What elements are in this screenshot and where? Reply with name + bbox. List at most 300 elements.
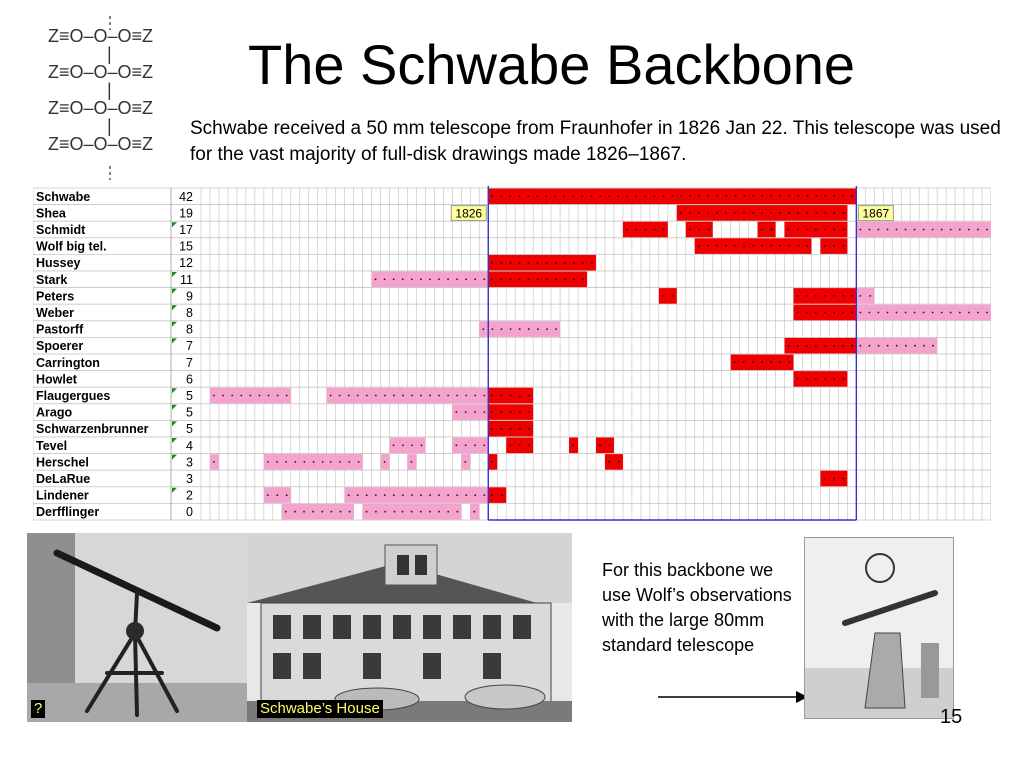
cell-dot <box>330 511 332 513</box>
cell-dot <box>680 212 682 214</box>
cell-dot <box>537 328 539 330</box>
observer-count: 2 <box>186 488 193 503</box>
coverage-span <box>758 222 776 238</box>
cell-dot <box>519 328 521 330</box>
cell-dot <box>707 195 709 197</box>
observer-count: 4 <box>186 438 193 453</box>
cell-dot <box>833 229 835 231</box>
coverage-span <box>282 504 354 520</box>
cell-dot <box>420 494 422 496</box>
cell-dot <box>528 428 530 430</box>
cell-dot <box>941 312 943 314</box>
cell-dot <box>573 278 575 280</box>
cell-dot <box>501 411 503 413</box>
observer-count: 7 <box>186 339 193 354</box>
cell-dot <box>465 444 467 446</box>
cell-dot <box>725 195 727 197</box>
cell-dot <box>473 511 475 513</box>
coverage-span <box>605 454 623 470</box>
observer-name: Schwabe <box>36 189 91 204</box>
cell-dot <box>734 245 736 247</box>
cell-dot <box>564 262 566 264</box>
coverage-span <box>452 438 488 454</box>
cell-dot <box>698 195 700 197</box>
cell-dot <box>905 229 907 231</box>
cell-dot <box>815 345 817 347</box>
coverage-span <box>390 438 426 454</box>
observer-count: 5 <box>186 405 193 420</box>
cell-dot <box>582 278 584 280</box>
cell-dot <box>537 278 539 280</box>
cell-dot <box>833 378 835 380</box>
end-marker-label: 1867 <box>862 206 890 221</box>
cell-dot <box>411 461 413 463</box>
cell-dot <box>842 312 844 314</box>
cell-dot <box>815 212 817 214</box>
cell-dot <box>456 494 458 496</box>
schwabe-house-photo <box>247 533 572 722</box>
cell-dot <box>779 361 781 363</box>
cell-dot <box>429 494 431 496</box>
cell-dot <box>268 395 270 397</box>
cell-dot <box>555 278 557 280</box>
cell-dot <box>797 212 799 214</box>
coverage-span <box>659 288 677 304</box>
cell-dot <box>905 345 907 347</box>
observer-count: 3 <box>186 472 193 486</box>
cell-dot <box>456 511 458 513</box>
cell-dot <box>743 195 745 197</box>
cell-dot <box>896 312 898 314</box>
cell-dot <box>294 461 296 463</box>
cell-dot <box>411 511 413 513</box>
cell-dot <box>761 361 763 363</box>
cell-dot <box>626 195 628 197</box>
cell-dot <box>474 278 476 280</box>
cell-dot <box>859 295 861 297</box>
structure-bond: | <box>107 80 112 100</box>
cell-dot <box>554 195 556 197</box>
cell-dot <box>716 195 718 197</box>
cell-dot <box>528 411 530 413</box>
cell-dot <box>545 195 547 197</box>
cell-dot <box>536 195 538 197</box>
cell-dot <box>591 262 593 264</box>
observer-count: 0 <box>186 505 193 520</box>
cell-dot <box>213 461 215 463</box>
cell-dot <box>322 461 324 463</box>
observer-count: 8 <box>186 306 193 320</box>
cell-dot <box>896 229 898 231</box>
cell-dot <box>483 444 485 446</box>
standard-telescope-photo <box>804 537 954 719</box>
cell-dot <box>519 395 521 397</box>
cell-dot <box>474 395 476 397</box>
cell-dot <box>402 278 404 280</box>
cell-dot <box>438 511 440 513</box>
cell-dot <box>788 195 790 197</box>
cell-dot <box>672 295 674 297</box>
cell-dot <box>734 195 736 197</box>
cell-dot <box>465 494 467 496</box>
cell-dot <box>366 395 368 397</box>
cell-dot <box>231 395 233 397</box>
observer-name: DeLaRue <box>36 472 91 486</box>
cell-dot <box>348 395 350 397</box>
cell-dot <box>447 278 449 280</box>
observer-count: 5 <box>186 389 193 403</box>
cell-dot <box>421 444 423 446</box>
cell-dot <box>411 444 413 446</box>
cell-dot <box>357 494 359 496</box>
cell-dot <box>923 345 925 347</box>
observer-name: Lindener <box>36 488 89 503</box>
cell-dot <box>518 195 520 197</box>
cell-dot <box>788 212 790 214</box>
cell-dot <box>914 229 916 231</box>
cell-dot <box>276 494 278 496</box>
cell-dot <box>806 295 808 297</box>
cell-dot <box>546 328 548 330</box>
cell-dot <box>609 444 611 446</box>
cell-dot <box>402 494 404 496</box>
cell-dot <box>878 312 880 314</box>
cell-dot <box>617 195 619 197</box>
cell-dot <box>438 278 440 280</box>
cell-dot <box>286 494 288 496</box>
cell-dot <box>420 511 422 513</box>
cell-dot <box>411 494 413 496</box>
cell-dot <box>491 428 493 430</box>
cell-dot <box>366 494 368 496</box>
cell-dot <box>923 229 925 231</box>
cell-dot <box>671 195 673 197</box>
cell-dot <box>599 444 601 446</box>
cell-dot <box>348 461 350 463</box>
cell-dot <box>824 195 826 197</box>
cell-dot <box>797 312 799 314</box>
cell-dot <box>330 461 332 463</box>
observer-count: 5 <box>186 422 193 437</box>
cell-dot <box>528 395 530 397</box>
cell-dot <box>833 345 835 347</box>
cell-dot <box>959 312 961 314</box>
cell-dot <box>249 395 251 397</box>
cell-dot <box>833 212 835 214</box>
cell-dot <box>519 444 521 446</box>
cell-dot <box>447 395 449 397</box>
cell-dot <box>465 278 467 280</box>
cell-dot <box>510 411 512 413</box>
start-marker-label: 1826 <box>455 206 483 221</box>
cell-dot <box>375 395 377 397</box>
cell-dot <box>797 378 799 380</box>
cell-dot <box>456 395 458 397</box>
cell-dot <box>815 229 817 231</box>
cell-dot <box>349 511 351 513</box>
cell-dot <box>869 345 871 347</box>
observer-name: Hussey <box>36 256 81 271</box>
structure-row: Z≡O–O–O≡Z <box>48 26 154 46</box>
structure-row: Z≡O–O–O≡Z <box>48 62 154 82</box>
cell-dot <box>501 328 503 330</box>
cell-dot <box>708 229 710 231</box>
structure-row: Z≡O–O–O≡Z <box>48 98 154 118</box>
cell-dot <box>429 278 431 280</box>
cell-dot <box>455 411 457 413</box>
coverage-span <box>488 255 596 271</box>
cell-dot <box>932 229 934 231</box>
cell-dot <box>528 444 530 446</box>
cell-dot <box>752 212 754 214</box>
cell-dot <box>509 195 511 197</box>
cell-dot <box>240 395 242 397</box>
cell-dot <box>743 361 745 363</box>
observer-name: Peters <box>36 289 75 304</box>
cell-dot <box>833 312 835 314</box>
cell-dot <box>806 312 808 314</box>
photo-caption-question: ? <box>31 700 45 718</box>
structure-bond: | <box>107 116 112 136</box>
cell-dot <box>608 461 610 463</box>
cell-dot <box>950 229 952 231</box>
cell-dot <box>510 278 512 280</box>
cell-dot <box>519 278 521 280</box>
arrow-icon <box>658 690 808 704</box>
cell-dot <box>429 511 431 513</box>
cell-dot <box>815 295 817 297</box>
cell-dot <box>501 428 503 430</box>
coverage-span <box>794 371 848 387</box>
cell-dot <box>510 428 512 430</box>
cell-dot <box>572 195 574 197</box>
slide-title: The Schwabe Backbone <box>248 33 856 96</box>
cell-dot <box>339 461 341 463</box>
cell-dot <box>770 361 772 363</box>
cell-dot <box>716 212 718 214</box>
cell-dot <box>662 195 664 197</box>
cell-dot <box>779 245 781 247</box>
observer-count: 11 <box>180 272 193 287</box>
cell-dot <box>573 262 575 264</box>
observer-coverage-chart <box>33 186 991 521</box>
cell-dot <box>500 278 502 280</box>
cell-dot <box>923 312 925 314</box>
cell-dot <box>815 378 817 380</box>
cell-dot <box>294 511 296 513</box>
cell-dot <box>868 229 870 231</box>
cell-dot <box>321 511 323 513</box>
cell-dot <box>455 444 457 446</box>
cell-dot <box>464 461 466 463</box>
cell-dot <box>743 245 745 247</box>
cell-dot <box>815 312 817 314</box>
observer-count: 6 <box>186 372 193 387</box>
cell-dot <box>348 494 350 496</box>
cell-dot <box>491 278 493 280</box>
cell-dot <box>267 461 269 463</box>
cell-dot <box>833 295 835 297</box>
observer-name: Derfflinger <box>36 505 100 520</box>
observer-count: 7 <box>186 355 193 370</box>
cell-dot <box>491 195 493 197</box>
cell-dot <box>663 229 665 231</box>
cell-dot <box>644 229 646 231</box>
cell-dot <box>393 395 395 397</box>
backbone-note: For this backbone we use Wolf’s observations with the large 80mm standard telescope <box>602 560 792 655</box>
observer-count: 17 <box>179 223 193 237</box>
cell-dot <box>528 278 530 280</box>
cell-dot <box>716 245 718 247</box>
cell-dot <box>779 212 781 214</box>
cell-dot <box>887 345 889 347</box>
cell-dot <box>725 245 727 247</box>
telescope-photo <box>27 533 247 722</box>
cell-dot <box>662 295 664 297</box>
observer-count: 42 <box>179 189 193 204</box>
cell-dot <box>842 345 844 347</box>
observer-name: Flaugergues <box>36 389 111 403</box>
cell-dot <box>887 229 889 231</box>
cell-dot <box>528 328 530 330</box>
cell-dot <box>986 229 988 231</box>
cell-dot <box>500 195 502 197</box>
cell-dot <box>824 345 826 347</box>
observer-name: Weber <box>36 306 74 320</box>
chemical-structure-icon <box>48 16 172 180</box>
cell-dot <box>491 494 493 496</box>
cell-dot <box>501 494 503 496</box>
cell-dot <box>402 395 404 397</box>
cell-dot <box>312 511 314 513</box>
cell-dot <box>689 212 691 214</box>
cell-dot <box>797 195 799 197</box>
cell-dot <box>474 494 476 496</box>
observer-name: Tevel <box>36 438 68 453</box>
cell-dot <box>806 378 808 380</box>
cell-dot <box>555 262 557 264</box>
observer-name: Pastorff <box>36 322 84 337</box>
cell-dot <box>914 312 916 314</box>
cell-dot <box>833 195 835 197</box>
cell-dot <box>914 345 916 347</box>
cell-dot <box>878 229 880 231</box>
observer-name: Spoerer <box>36 339 84 354</box>
cell-dot <box>393 444 395 446</box>
cell-dot <box>482 328 484 330</box>
cell-dot <box>689 229 691 231</box>
observer-name: Wolf big tel. <box>36 239 107 254</box>
cell-dot <box>411 278 413 280</box>
cell-dot <box>789 361 791 363</box>
cell-dot <box>842 212 844 214</box>
cell-dot <box>375 494 377 496</box>
cell-dot <box>509 444 511 446</box>
cell-dot <box>932 345 934 347</box>
cell-dot <box>797 345 799 347</box>
cell-dot <box>510 395 512 397</box>
cell-dot <box>653 195 655 197</box>
observer-count: 8 <box>186 322 193 337</box>
cell-dot <box>465 395 467 397</box>
observer-count: 19 <box>179 206 193 221</box>
cell-dot <box>761 245 763 247</box>
cell-dot <box>375 511 377 513</box>
cell-dot <box>438 395 440 397</box>
cell-dot <box>698 245 700 247</box>
cell-dot <box>797 245 799 247</box>
cell-dot <box>797 295 799 297</box>
coverage-span <box>363 504 399 520</box>
cell-dot <box>851 345 853 347</box>
cell-dot <box>384 511 386 513</box>
cell-dot <box>770 195 772 197</box>
cell-dot <box>510 262 512 264</box>
cell-dot <box>267 494 269 496</box>
cell-dot <box>752 361 754 363</box>
cell-dot <box>608 195 610 197</box>
cell-dot <box>707 245 709 247</box>
cell-dot <box>806 229 808 231</box>
cell-dot <box>797 229 799 231</box>
cell-dot <box>447 494 449 496</box>
coverage-span <box>785 338 857 354</box>
cell-dot <box>491 411 493 413</box>
cell-dot <box>313 461 315 463</box>
cell-dot <box>761 212 763 214</box>
cell-dot <box>456 278 458 280</box>
cell-dot <box>563 195 565 197</box>
cell-dot <box>968 312 970 314</box>
cell-dot <box>824 378 826 380</box>
cell-dot <box>303 511 305 513</box>
cell-dot <box>941 229 943 231</box>
cell-dot <box>438 494 440 496</box>
observer-name: Schmidt <box>36 223 86 237</box>
observer-name: Stark <box>36 272 68 287</box>
cell-dot <box>384 395 386 397</box>
cell-dot <box>770 245 772 247</box>
coverage-span <box>327 388 489 404</box>
cell-dot <box>859 312 861 314</box>
cell-dot <box>474 411 476 413</box>
cell-dot <box>644 195 646 197</box>
cell-dot <box>779 195 781 197</box>
cell-dot <box>339 395 341 397</box>
cell-dot <box>546 262 548 264</box>
cell-dot <box>824 295 826 297</box>
cell-dot <box>734 361 736 363</box>
cell-dot <box>905 312 907 314</box>
cell-dot <box>276 461 278 463</box>
cell-dot <box>689 195 691 197</box>
coverage-span <box>327 454 363 470</box>
cell-dot <box>824 212 826 214</box>
cell-dot <box>500 262 502 264</box>
cell-dot <box>680 195 682 197</box>
cell-dot <box>527 195 529 197</box>
observer-count: 12 <box>179 256 193 271</box>
cell-dot <box>546 278 548 280</box>
cell-dot <box>878 345 880 347</box>
cell-dot <box>366 511 368 513</box>
cell-dot <box>285 461 287 463</box>
cell-dot <box>851 295 853 297</box>
cell-dot <box>447 511 449 513</box>
cell-dot <box>483 494 485 496</box>
cell-dot <box>277 395 279 397</box>
cell-dot <box>725 212 727 214</box>
